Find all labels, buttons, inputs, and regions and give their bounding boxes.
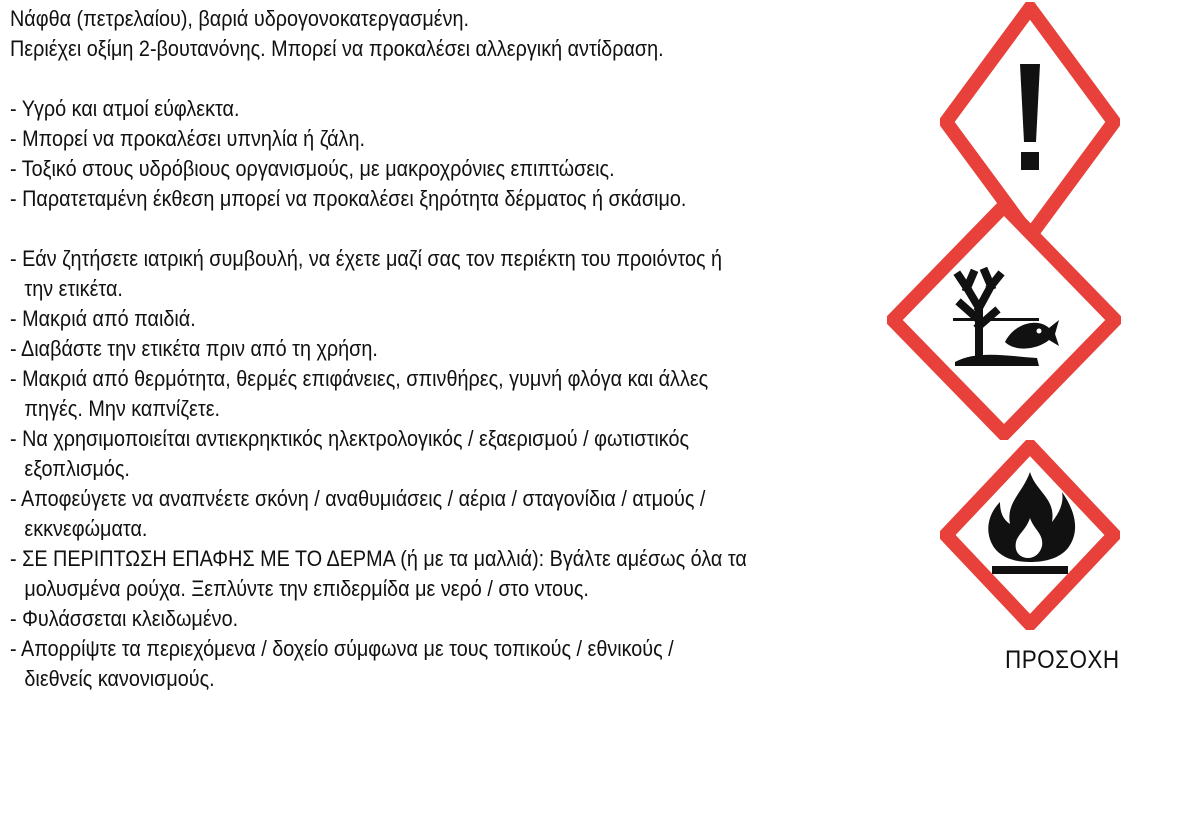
precaution-continuation: πηγές. Μην καπνίζετε. — [24, 396, 221, 421]
precaution-line: - Διαβάστε την ετικέτα πριν από τη χρήση. — [10, 336, 378, 361]
spacer — [10, 214, 802, 244]
precaution-line: - Αποφεύγετε να αναπνέετε σκόνη / αναθυμιάσεις / αέρια / σταγονίδια / ατμούς / — [10, 486, 706, 511]
product-name: Νάφθα (πετρελαίου), βαριά υδρογονοκατεργασμένη. — [10, 6, 470, 31]
precaution-continuation: εξοπλισμός. — [24, 456, 130, 481]
hazard-statement: - Υγρό και ατμοί εύφλεκτα. — [10, 96, 240, 121]
precaution-line: - Απορρίψτε τα περιεχόμενα / δοχείο σύμφωνα με τους τοπικούς / εθνικούς / — [10, 636, 674, 661]
precaution-line: - Μακριά από παιδιά. — [10, 306, 196, 331]
precaution-continuation: διεθνείς κανονισμούς. — [24, 666, 215, 691]
precaution-statement — [10, 484, 802, 544]
precaution-statement — [10, 244, 802, 304]
hazard-statement: - Μπορεί να προκαλέσει υπνηλία ή ζάλη. — [10, 126, 365, 151]
precaution-statement — [10, 604, 802, 634]
hazard-statement: - Τοξικό στους υδρόβιους οργανισμούς, με μακροχρόνιες επιπτώσεις. — [10, 156, 615, 181]
precaution-continuation: μολυσμένα ρούχα. Ξεπλύντε την επιδερμίδα με νερό / στο ντους. — [24, 576, 589, 601]
precaution-line: - ΣΕ ΠΕΡΙΠΤΩΣΗ ΕΠΑΦΗΣ ΜΕ ΤΟ ΔΕΡΜΑ (ή με τα μαλλιά): Βγάλτε αμέσως όλα τα — [10, 546, 747, 571]
precaution-line: - Φυλάσσεται κλειδωμένο. — [10, 606, 239, 631]
flame-icon — [940, 440, 1120, 630]
precaution-continuation: εκκνεφώματα. — [24, 516, 148, 541]
precaution-statement — [10, 634, 802, 694]
allergen-statement: Περιέχει οξίμη 2-βουτανόνης. Μπορεί να προκαλέσει αλλεργική αντίδραση. — [10, 36, 664, 61]
precaution-line: - Εάν ζητήσετε ιατρική συμβουλή, να έχετε μαζί σας τον περιέκτη του προιόντος ή — [10, 246, 723, 271]
label-text — [10, 4, 802, 694]
hazard-statement: - Παρατεταμένη έκθεση μπορεί να προκαλέσει ξηρότητα δέρματος ή σκάσιμο. — [10, 186, 687, 211]
precaution-line: - Μακριά από θερμότητα, θερμές επιφάνειες, σπινθήρες, γυμνή φλόγα και άλλες — [10, 366, 709, 391]
precaution-statement — [10, 544, 802, 604]
precaution-statement — [10, 334, 802, 364]
precaution-statement — [10, 424, 802, 484]
precaution-statement — [10, 364, 802, 424]
signal-word: ΠΡΟΣΟΧΗ — [1005, 646, 1120, 674]
precaution-statement — [10, 304, 802, 334]
precaution-continuation: την ετικέτα. — [24, 276, 123, 301]
precaution-line: - Να χρησιμοποιείται αντιεκρηκτικός ηλεκτρολογικός / εξαερισμού / φωτιστικός — [10, 426, 690, 451]
spacer — [10, 64, 802, 94]
environment-icon — [887, 200, 1121, 440]
